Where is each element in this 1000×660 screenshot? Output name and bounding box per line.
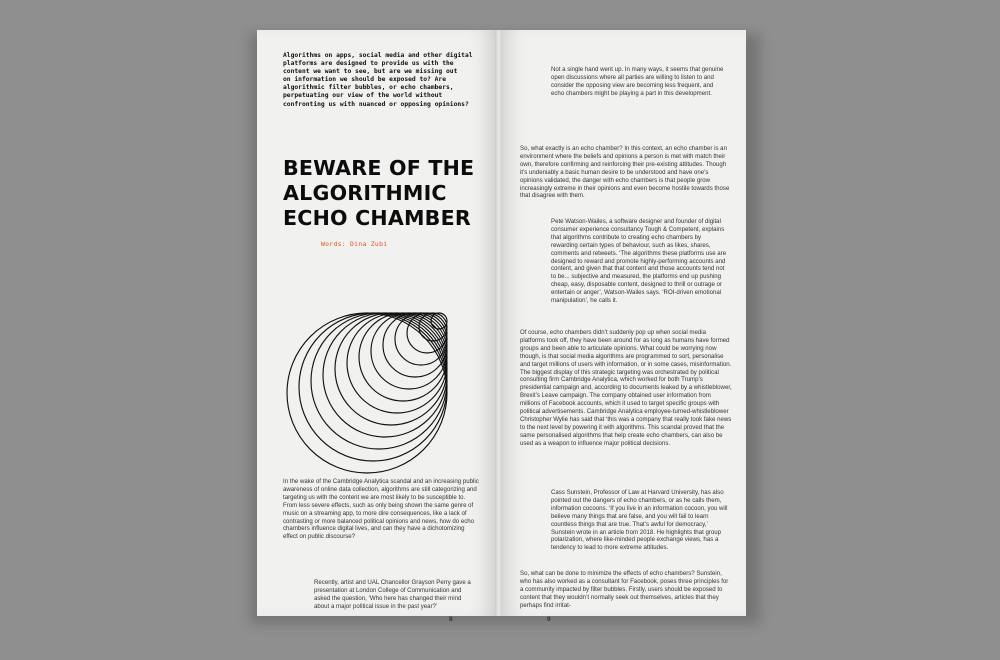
intro-line: confronting us with nuanced or opposing opinions? [283,100,469,108]
intro-text [283,52,479,109]
body-paragraph: So, what can be done to minimize the effects of echo chambers? Sunstein, who has also worked as a consultant for Facebook, poses three principles for a community impacted by filter bubbles. Firstly, users should be exposed to content that they wouldn’t normally seek out themselves, articles that they perhaps find irritat- [520,570,729,609]
title-line: ALGORITHMIC [283,181,447,205]
intro-line: perpetuating our view of the world without [283,92,443,100]
intro-line: platforms are designed to provide us with the [283,60,454,68]
body-paragraph: Of course, echo chambers didn’t suddenly pop up when social media platforms took off, they have been around for as long as humans have formed groups and been able to articulate opinions. What could be worrying now though, is that social media algorithms are programmed to sort, personalise and target millions of users with information, or in some cases, misinformation. The biggest display of this strategic targeting was orchestrated by political consulting firm Cambridge Analytica, which worked for both Trump’s presidential campaign and, according to documents leaked by a whistleblower, Brexit’s Leave campaign. The company obtained user information from millions of Facebook accounts, which it used to target specific groups with political advertisements. Cambridge Analytica employee-turned-whistleblower Christopher Wylie has said that ‘this was a company that really took fake news to the next level by powering it with algorithms. This scandal proved that the same personalised algorithms that help create echo chambers, can also be used as a weapon to influence major political decisions. [520,329,732,447]
body-paragraph: Not a single hand went up. In many ways, it seems that genuine open discussions where all parties are willing to listen to and consider the opposing view are becoming less frequent, and echo chambers might be playing a part in this development. [551,66,724,97]
right-page [500,30,746,623]
intro-line: content we want to see, but are we missing out [283,68,458,76]
page-number: 8 [449,616,453,623]
body-paragraph: Recently, artist and UAL Chancellor Grayson Perry gave a presentation at London College of Communication and asked the question, ‘Who here has changed their mind about a major political issue in the past year?’ [314,579,471,610]
body-paragraph: So, what exactly is an echo chamber? In this context, an echo chamber is an environment where the beliefs and opinions a person is met with match their own, therefore confirming and reinforcing their pre-existing attitudes. Though it’s undeniably a basic human desire to be understood and have one’s opinions validated, the danger with echo chambers is that people grow increasingly extreme in their opinions and even become hostile towards those that disagree with them. [520,145,730,200]
echo-circles-illustration [281,256,481,476]
title-line: ECHO CHAMBER [283,206,471,230]
byline: Words: Dina Zubi [321,240,388,248]
intro-line: on information we should be exposed to? Are [283,76,447,84]
body-paragraph: In the wake of the Cambridge Analytica scandal and an increasing public awareness of online data collection, algorithms are still categorizing and targeting us with the content we are most likely to be susceptible to. From less severe effects, such as only being shown the same genre of music on a streaming app, to more dire consequences, like a lack of contrasting or more balanced political opinions and news, how do echo chambers influence digital lives, and can they have a dichotomizing effect on public discourse? [283,478,479,541]
spine-gutter [495,30,502,616]
intro-line: Algorithms on apps, social media and other digital [283,52,473,59]
page-number: 9 [547,616,551,623]
body-paragraph: Pete Watson-Wailes, a software designer and founder of digital consumer experience consultancy Tough & Competent, explains that algorithms contribute to creating echo chambers by rewarding certain types of behaviour, such as likes, shares, comments and retweets. ‘The algorithms these platforms use are designed to reward and promote highly-performing accounts and content, and given that that content and those accounts tend not to be... subjective and measured, the platforms end up pushing cheap, easy, disposable content, designed to thrill or outrage or entertain or anger’, Watson-Wailes says. ‘ROI-driven emotional manipulation’, he calls it. [551,218,727,305]
left-page [257,30,497,623]
intro-line: algorithmic filter bubbles, or echo chambers, [283,84,454,92]
article-title [283,156,493,231]
title-line: BEWARE OF THE [283,156,475,180]
body-paragraph: Cass Sunstein, Professor of Law at Harvard University, has also pointed out the dangers of echo chambers, or as he calls them, information cocoons. ‘If you live in an information cocoon, you will believe many things that are false, and you will fail to learn countless things that are true. That’s awful for democracy,’ Sunstein wrote in an article from 2018. He highlights that group polarization, where like-minded people exchange views, has a tendency to lead to more extreme attitudes. [551,489,728,552]
